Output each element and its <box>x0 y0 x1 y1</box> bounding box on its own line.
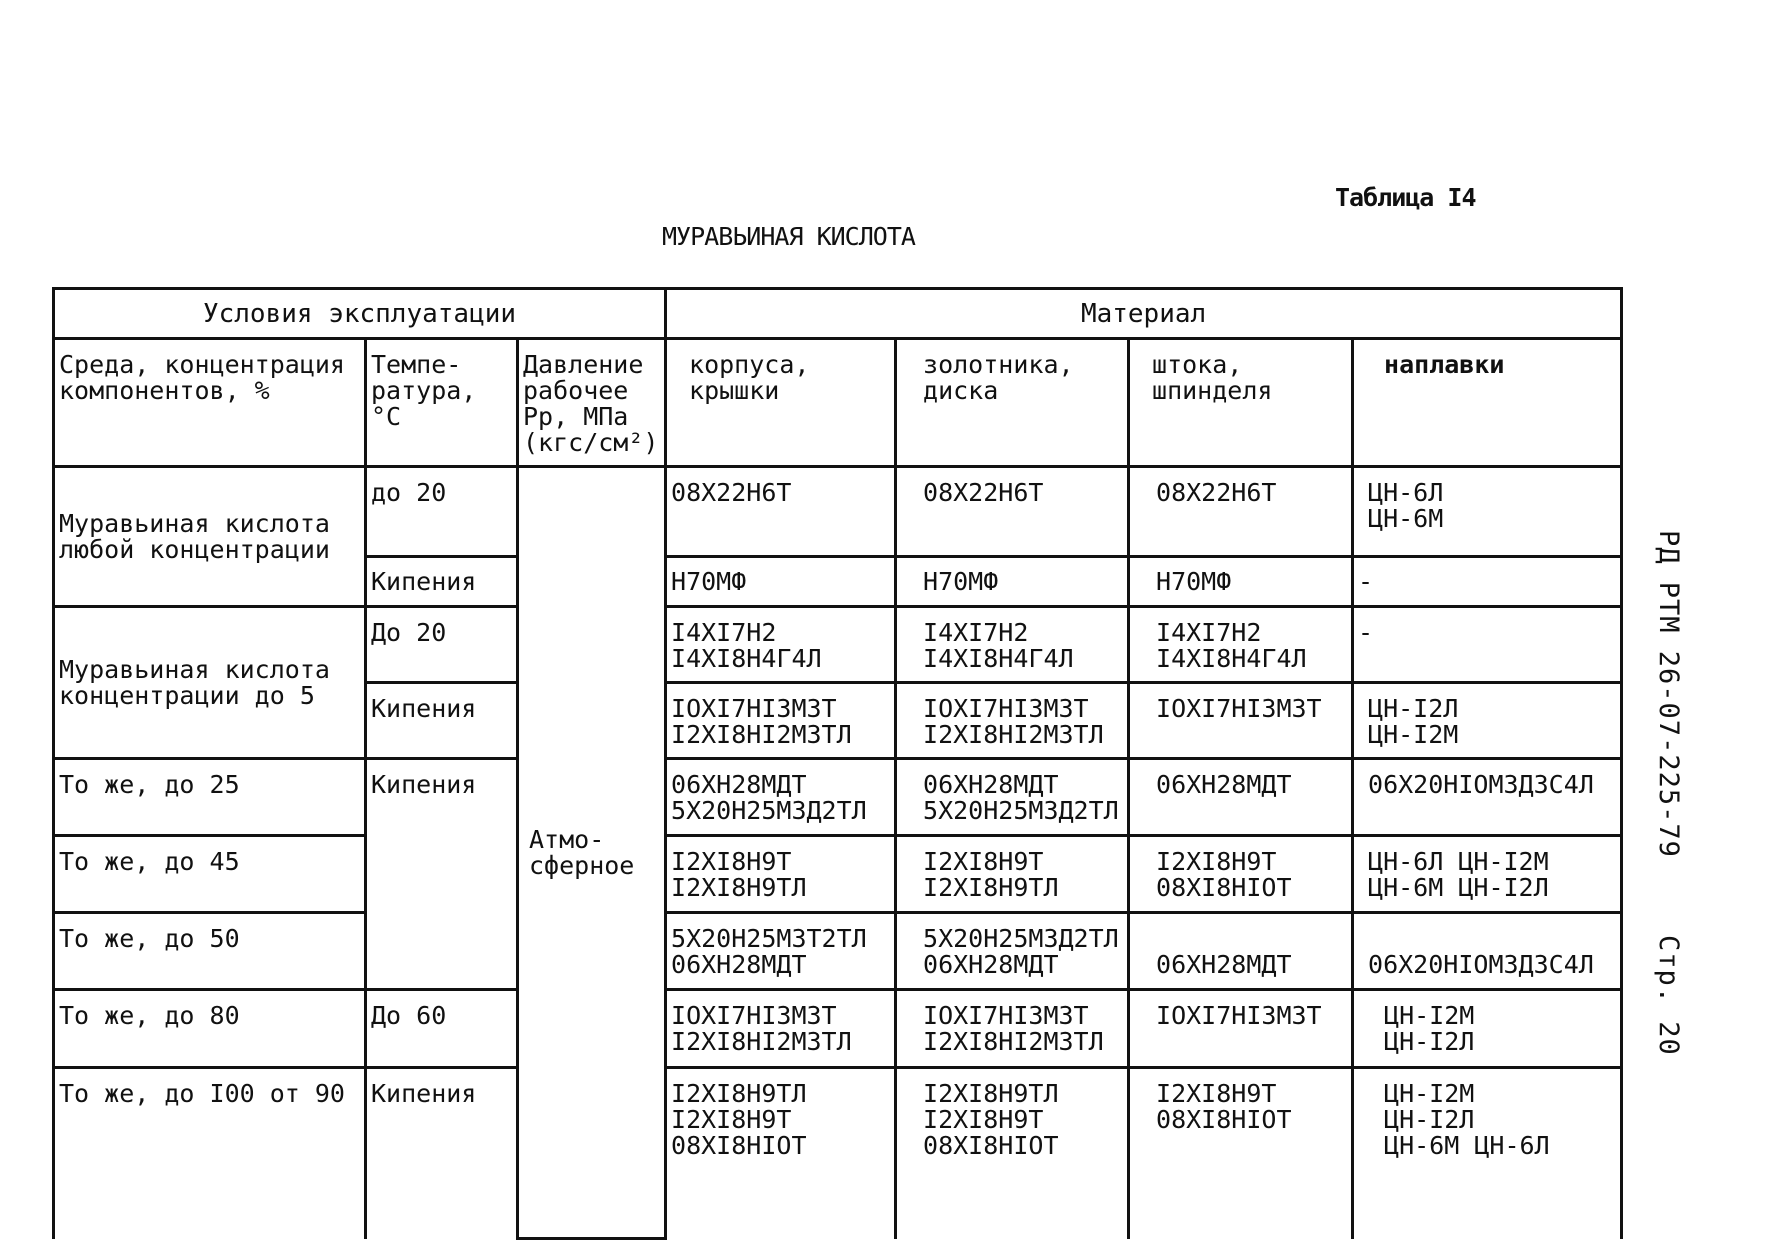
cell-body: Н70МФ <box>666 557 896 607</box>
cell-disc: Н70МФ <box>896 557 1129 607</box>
cell-disc: IOXI7HI3M3T I2XI8HI2M3TЛ <box>896 990 1129 1068</box>
cell-surfacing: - <box>1353 607 1622 683</box>
cell-temperature: до 20 <box>366 467 518 557</box>
header-stem: штока, шпинделя <box>1129 339 1353 467</box>
cell-stem: I4XI7H2 I4XI8H4Г4Л <box>1129 607 1353 683</box>
header-conditions: Условия эксплуатации <box>54 289 666 339</box>
cell-stem: IOXI7HI3M3T <box>1129 683 1353 759</box>
cell-medium: Муравьиная кислота любой концентрации <box>54 467 366 607</box>
cell-disc: 5X20H25М3Д2ТЛ 06XH28МДТ <box>896 913 1129 990</box>
table-row <box>54 913 1622 990</box>
header-material: Материал <box>666 289 1622 339</box>
cell-stem: I2XI8H9T 08XI8HIOT <box>1129 1068 1353 1239</box>
cell-body: 5X20H25М3Т2ТЛ 06XH28МДТ <box>666 913 896 990</box>
cell-temperature: Кипения <box>366 683 518 759</box>
table-row <box>54 467 1622 557</box>
cell-surfacing: ЦН-6Л ЦН-6М <box>1353 467 1622 557</box>
header-disc: золотника, диска <box>896 339 1129 467</box>
cell-disc: 08Х22Н6Т <box>896 467 1129 557</box>
cell-temperature: До 20 <box>366 607 518 683</box>
cell-stem: Н70МФ <box>1129 557 1353 607</box>
table-row <box>54 990 1622 1068</box>
table-title: МУРАВЬИНАЯ КИСЛОТА <box>662 222 915 251</box>
cell-surfacing: 06X20HIOМ3Д3С4Л <box>1353 759 1622 836</box>
page-number: Стр. 20 <box>1653 935 1684 1056</box>
header-surfacing: наплавки <box>1353 339 1622 467</box>
cell-temperature: Кипения <box>366 759 518 990</box>
header-pressure: Давление рабочее Рр, МПа (кгс/см²) <box>518 339 666 467</box>
cell-surfacing: ЦН-I2Л ЦН-I2М <box>1353 683 1622 759</box>
cell-body: I4XI7H2 I4XI8H4Г4Л <box>666 607 896 683</box>
table-row <box>54 1068 1622 1239</box>
header-body: корпуса, крышки <box>666 339 896 467</box>
cell-surfacing: ЦН-I2М ЦН-I2Л ЦН-6М ЦН-6Л <box>1353 1068 1622 1239</box>
cell-stem: IOXI7HI3M3T <box>1129 990 1353 1068</box>
cell-stem: 06XH28МДТ <box>1129 759 1353 836</box>
table-row <box>54 607 1622 683</box>
cell-temperature: Кипения <box>366 557 518 607</box>
cell-body: I2XI8H9TЛ I2XI8H9T 08XI8HIOT <box>666 1068 896 1239</box>
cell-body: 08Х22Н6Т <box>666 467 896 557</box>
table-label: Таблица I4 <box>1335 183 1476 212</box>
document-code: РД РТМ 26-07-225-79 <box>1653 530 1684 858</box>
header-temperature: Темпе- ратура, °С <box>366 339 518 467</box>
cell-medium: То же, до 25 <box>54 759 366 836</box>
cell-medium: Муравьиная кислота концентрации до 5 <box>54 607 366 759</box>
cell-surfacing: ЦН-I2М ЦН-I2Л <box>1353 990 1622 1068</box>
cell-body: 06XH28МДТ 5X20H25М3Д2ТЛ <box>666 759 896 836</box>
cell-stem: 08Х22Н6Т <box>1129 467 1353 557</box>
cell-temperature: Кипения <box>366 1068 518 1239</box>
cell-surfacing: - <box>1353 557 1622 607</box>
table-row <box>54 759 1622 836</box>
cell-temperature: До 60 <box>366 990 518 1068</box>
cell-disc: I2XI8H9T I2XI8H9TЛ <box>896 836 1129 913</box>
cell-medium: То же, до 45 <box>54 836 366 913</box>
cell-body: IOXI7HI3M3T I2XI8HI2M3TЛ <box>666 990 896 1068</box>
header-medium: Среда, концентрация компонентов, % <box>54 339 366 467</box>
cell-pressure: Атмо- сферное <box>518 467 666 1239</box>
cell-stem: 06XH28МДТ <box>1129 913 1353 990</box>
cell-surfacing: 06X20HIOМ3Д3С4Л <box>1353 913 1622 990</box>
cell-disc: 06XH28МДТ 5X20H25М3Д2ТЛ <box>896 759 1129 836</box>
table-row <box>54 836 1622 913</box>
cell-surfacing: ЦН-6Л ЦН-I2М ЦН-6М ЦН-I2Л <box>1353 836 1622 913</box>
materials-table <box>52 287 1623 1240</box>
cell-stem: I2XI8H9T 08XI8HIOT <box>1129 836 1353 913</box>
cell-disc: I2XI8H9TЛ I2XI8H9T 08XI8HIOT <box>896 1068 1129 1239</box>
cell-medium: То же, до 80 <box>54 990 366 1068</box>
cell-medium: То же, до 50 <box>54 913 366 990</box>
cell-body: I2XI8H9T I2XI8H9TЛ <box>666 836 896 913</box>
cell-body: IOXI7HI3M3T I2XI8HI2M3TЛ <box>666 683 896 759</box>
cell-medium: То же, до I00 от 90 <box>54 1068 366 1239</box>
cell-disc: IOXI7HI3M3T I2XI8HI2M3TЛ <box>896 683 1129 759</box>
cell-disc: I4XI7H2 I4XI8H4Г4Л <box>896 607 1129 683</box>
